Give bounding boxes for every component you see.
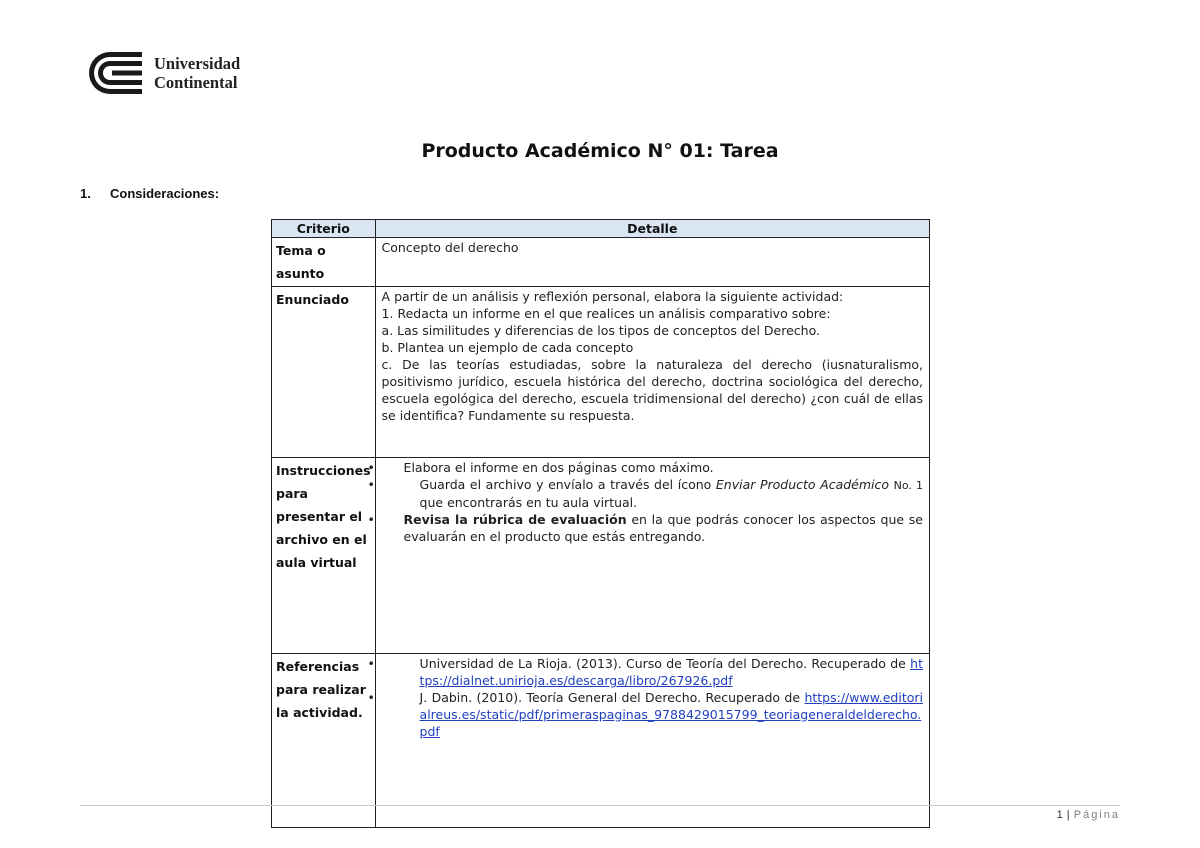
statement-line: 1. Redacta un informe en el que realices un análisis comparativo sobre: — [381, 306, 831, 321]
list-item: • Elabora el informe en dos páginas como máximo. — [382, 459, 923, 476]
header-criterio: Criterio — [272, 220, 376, 238]
section-heading — [80, 186, 219, 201]
table-row — [272, 238, 930, 287]
statement-line: A partir de un análisis y reflexión personal, elabora la siguiente actividad: — [381, 289, 844, 304]
table-header-row — [272, 220, 930, 238]
item-text: en la que podrás conocer los aspectos que se evaluarán en el producto que estás entregando. — [403, 512, 923, 544]
criterio-cell: Tema o asunto — [272, 238, 376, 287]
item-number: No. 1 — [893, 479, 923, 492]
reference-text: J. Dabin. (2010). Teoría General del Derecho. Recuperado de — [419, 690, 801, 705]
section-number: 1. — [80, 186, 91, 201]
page-label: Página — [1073, 809, 1120, 821]
footer-divider — [80, 805, 1120, 806]
university-name — [154, 54, 240, 92]
statement-line: a. Las similitudes y diferencias de los tipos de conceptos del Derecho. — [381, 323, 820, 338]
considerations-table — [271, 219, 930, 828]
criterio-cell: Enunciado — [272, 287, 376, 458]
detalle-cell — [375, 458, 929, 654]
statement-line: b. Plantea un ejemplo de cada concepto — [381, 340, 634, 355]
list-item — [382, 511, 923, 545]
reference-link[interactable]: https://www.editorialreus.es/static/pdf/primeraspaginas_9788429015799_teoriageneraldelderecho.pdf — [419, 690, 923, 739]
page-number: 1 | Página — [1056, 809, 1120, 821]
logo-line-2: Continental — [154, 73, 238, 92]
reference-item — [382, 689, 923, 740]
university-logo — [80, 48, 240, 98]
table-row — [272, 458, 930, 654]
reference-text: Universidad de La Rioja. (2013). Curso de Teoría del Derecho. Recuperado de — [419, 656, 906, 671]
university-logo-icon — [80, 48, 146, 98]
item-emphasis: Enviar Producto Académico — [715, 477, 894, 492]
page-number-value: 1 — [1056, 809, 1064, 821]
reference-item — [382, 655, 923, 689]
header-detalle: Detalle — [375, 220, 929, 238]
criterio-cell: Instrucciones para presentar el archivo en el aula virtual — [272, 458, 376, 654]
item-text: Guarda el archivo y envíalo a través del ícono — [419, 477, 716, 492]
table-row — [272, 654, 930, 828]
detalle-cell: Concepto del derecho — [375, 238, 929, 287]
table-row — [272, 287, 930, 458]
criterio-cell: Referencias para realizar la actividad. — [272, 654, 376, 828]
logo-line-1: Universidad — [154, 54, 241, 73]
statement-line: c. De las teorías estudiadas, sobre la naturaleza del derecho (iusnaturalismo, positivismo jurídico, escuela histórica del derecho, doctrina sociológica del derecho, escuela egológica del derecho, escuela tridimensional del derecho) ¿con cuál de ellas se identifica? Fundamente su respuesta. — [381, 357, 923, 423]
reference-link[interactable]: https://dialnet.unirioja.es/descarga/libro/267926.pdf — [419, 656, 923, 688]
list-item — [382, 476, 923, 511]
section-label: Consideraciones: — [110, 186, 220, 201]
item-text: que encontrarás en tu aula virtual. — [419, 495, 638, 510]
document-title: Producto Académico N° 01: Tarea — [421, 140, 779, 162]
detalle-cell — [375, 654, 929, 828]
detalle-cell — [375, 287, 929, 458]
item-bold: Revisa la rúbrica de evaluación — [403, 512, 627, 527]
